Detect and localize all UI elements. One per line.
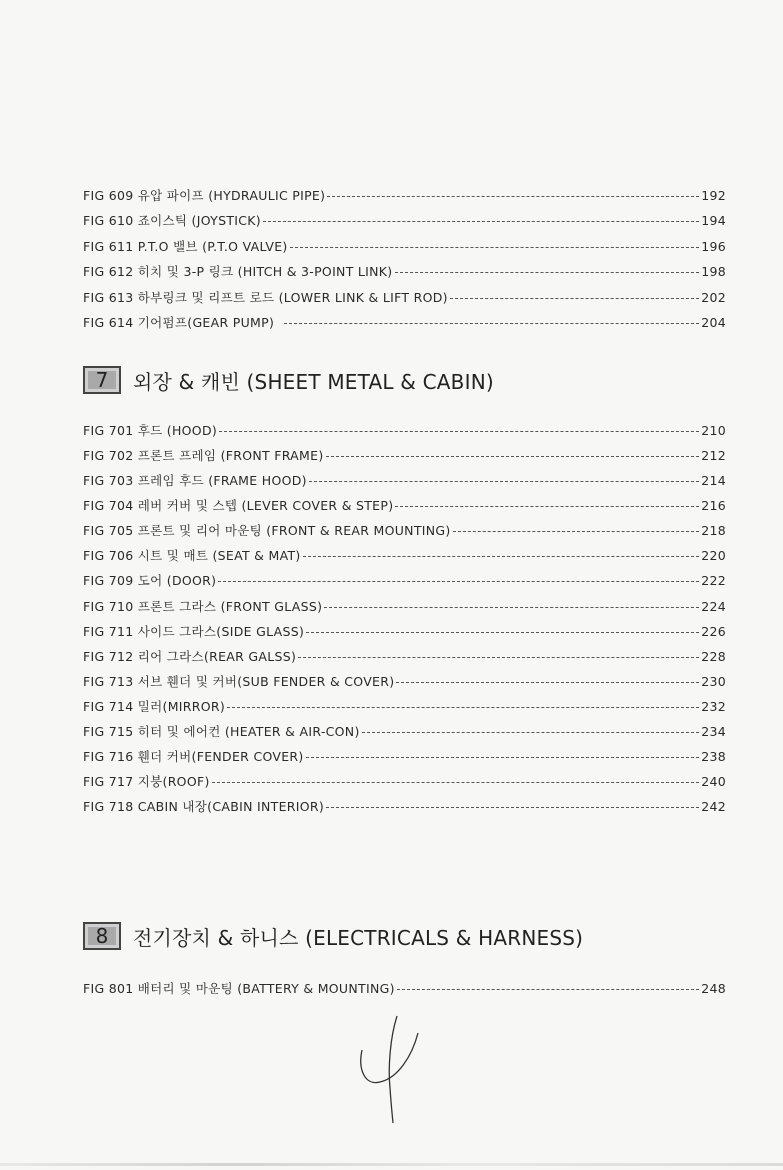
entry-page: 220 bbox=[701, 547, 726, 563]
toc-entry bbox=[83, 570, 726, 590]
entry-page: 228 bbox=[701, 648, 726, 664]
toc-entry bbox=[83, 746, 726, 766]
entry-page: 248 bbox=[701, 980, 726, 996]
entry-page: 214 bbox=[701, 472, 726, 488]
toc-entry bbox=[83, 596, 726, 616]
entry-title: FIG 704 레버 커버 및 스텝 (LEVER COVER & STEP) bbox=[83, 498, 394, 513]
entry-title: FIG 706 시트 및 매트 (SEAT & MAT) bbox=[83, 548, 301, 563]
toc-entry bbox=[83, 646, 726, 666]
entry-title: FIG 714 밀러(MIRROR) bbox=[83, 699, 226, 714]
section-number: 7 bbox=[83, 366, 121, 394]
section-title: 전기장치 & 하니스 (ELECTRICALS & HARNESS) bbox=[133, 925, 584, 950]
entry-title: FIG 717 지붕(ROOF) bbox=[83, 774, 210, 789]
dot-leader bbox=[395, 271, 700, 273]
entry-page: 204 bbox=[701, 314, 726, 330]
entry-title: FIG 713 서브 휀더 및 커버(SUB FENDER & COVER) bbox=[83, 674, 395, 689]
toc-entry bbox=[83, 185, 726, 205]
toc-entry bbox=[83, 696, 726, 716]
entry-title: FIG 611 P.T.O 밸브 (P.T.O VALVE) bbox=[83, 239, 288, 254]
toc-entry bbox=[83, 621, 726, 641]
dot-leader bbox=[395, 505, 699, 507]
toc-entry bbox=[83, 236, 726, 256]
entry-page: 226 bbox=[701, 623, 726, 639]
section-number: 8 bbox=[83, 922, 121, 950]
entry-page: 222 bbox=[701, 572, 726, 588]
toc-entry bbox=[83, 210, 726, 230]
toc-entry bbox=[83, 420, 726, 440]
dot-leader bbox=[397, 988, 699, 990]
toc-entry bbox=[83, 287, 726, 307]
toc-entry bbox=[83, 495, 726, 515]
dot-leader bbox=[298, 656, 699, 658]
entry-page: 198 bbox=[701, 263, 726, 279]
dot-leader bbox=[324, 606, 699, 608]
entry-title: FIG 712 리어 그라스(REAR GALSS) bbox=[83, 649, 297, 664]
dot-leader bbox=[396, 681, 699, 683]
entry-page: 216 bbox=[701, 497, 726, 513]
toc-entry bbox=[83, 721, 726, 741]
dot-leader bbox=[306, 631, 699, 633]
entry-title: FIG 705 프론트 및 리어 마운팅 (FRONT & REAR MOUNTING) bbox=[83, 523, 451, 538]
toc-entry bbox=[83, 445, 726, 465]
toc-entry bbox=[83, 796, 726, 816]
toc-entry bbox=[83, 978, 726, 998]
toc-entry bbox=[83, 261, 726, 281]
dot-leader bbox=[218, 580, 699, 582]
dot-leader bbox=[219, 430, 699, 432]
dot-leader bbox=[306, 756, 700, 758]
entry-page: 194 bbox=[701, 212, 726, 228]
entry-title: FIG 614 기어펌프(GEAR PUMP) bbox=[83, 315, 275, 330]
dot-leader bbox=[284, 322, 699, 324]
entry-title: FIG 610 죠이스틱 (JOYSTICK) bbox=[83, 213, 261, 228]
dot-leader bbox=[326, 806, 699, 808]
entry-page: 218 bbox=[701, 522, 726, 538]
entry-title: FIG 612 히치 및 3-P 링크 (HITCH & 3-POINT LINK) bbox=[83, 264, 393, 279]
dot-leader bbox=[309, 480, 699, 482]
dot-leader bbox=[326, 455, 700, 457]
dot-leader bbox=[453, 530, 700, 532]
dot-leader bbox=[303, 555, 700, 557]
toc-entry bbox=[83, 312, 726, 332]
entry-title: FIG 715 히터 및 에어컨 (HEATER & AIR-CON) bbox=[83, 724, 360, 739]
entry-page: 202 bbox=[701, 289, 726, 305]
toc-entry bbox=[83, 470, 726, 490]
scan-edge bbox=[0, 1163, 783, 1166]
entry-title: FIG 703 프레임 후드 (FRAME HOOD) bbox=[83, 473, 307, 488]
handwritten-signature bbox=[350, 1008, 430, 1128]
entry-title: FIG 711 사이드 그라스(SIDE GLASS) bbox=[83, 624, 305, 639]
entry-title: FIG 702 프론트 프레임 (FRONT FRAME) bbox=[83, 448, 324, 463]
entry-page: 240 bbox=[701, 773, 726, 789]
dot-leader bbox=[362, 731, 700, 733]
entry-page: 242 bbox=[701, 798, 726, 814]
section-title: 외장 & 캐빈 (SHEET METAL & CABIN) bbox=[133, 369, 494, 394]
entry-page: 210 bbox=[701, 422, 726, 438]
entry-title: FIG 701 후드 (HOOD) bbox=[83, 423, 218, 438]
entry-page: 212 bbox=[701, 447, 726, 463]
entry-page: 192 bbox=[701, 187, 726, 203]
toc-entry bbox=[83, 545, 726, 565]
entry-page: 238 bbox=[701, 748, 726, 764]
dot-leader bbox=[263, 220, 699, 222]
entry-title: FIG 716 휀더 커버(FENDER COVER) bbox=[83, 749, 304, 764]
toc-entry bbox=[83, 520, 726, 540]
entry-title: FIG 709 도어 (DOOR) bbox=[83, 573, 217, 588]
section-heading bbox=[83, 364, 494, 396]
toc-entry bbox=[83, 771, 726, 791]
dot-leader bbox=[290, 246, 700, 248]
dot-leader bbox=[227, 706, 699, 708]
dot-leader bbox=[450, 297, 699, 299]
entry-title: FIG 609 유압 파이프 (HYDRAULIC PIPE) bbox=[83, 188, 326, 203]
entry-title: FIG 613 하부링크 및 리프트 로드 (LOWER LINK & LIFT ROD) bbox=[83, 290, 448, 305]
entry-page: 232 bbox=[701, 698, 726, 714]
entry-title: FIG 718 CABIN 내장(CABIN INTERIOR) bbox=[83, 799, 325, 814]
entry-page: 196 bbox=[701, 238, 726, 254]
entry-page: 224 bbox=[701, 598, 726, 614]
entry-page: 234 bbox=[701, 723, 726, 739]
entry-page: 230 bbox=[701, 673, 726, 689]
toc-entry bbox=[83, 671, 726, 691]
entry-title: FIG 710 프론트 그라스 (FRONT GLASS) bbox=[83, 599, 323, 614]
entry-title: FIG 801 배터리 및 마운팅 (BATTERY & MOUNTING) bbox=[83, 981, 395, 996]
section-heading bbox=[83, 920, 583, 952]
dot-leader bbox=[212, 781, 700, 783]
dot-leader bbox=[327, 195, 699, 197]
